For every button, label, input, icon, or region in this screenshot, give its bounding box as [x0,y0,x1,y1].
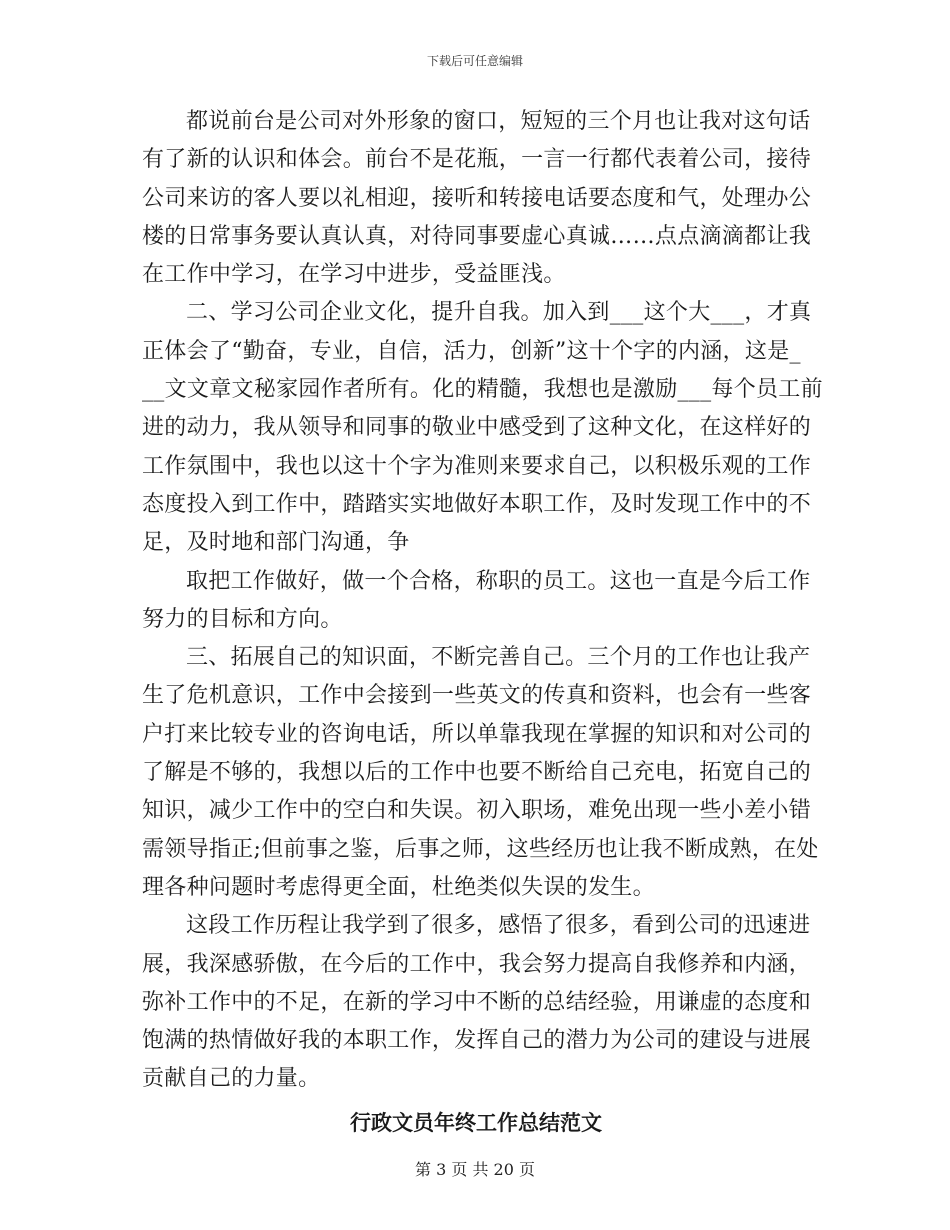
page-number: 第 3 页 共 20 页 [415,1160,535,1179]
text-line: 知识，减少工作中的空白和失误。初入职场，难免出现一些小差小错 [142,798,812,824]
text-line: 生了危机意识，工作中会接到一些英文的传真和资料，也会有一些客 [142,683,812,709]
paragraph-front-desk [142,103,810,294]
text-line: __文文章文秘家园作者所有。化的精髓，我想也是激励___每个员工前 [142,377,823,403]
text-line: 足，及时地和部门沟通，争 [142,530,410,556]
text-line: 有了新的认识和体会。前台不是花瓶，一言一行都代表着公司，接待 [142,147,812,173]
paragraph-knowledge [142,639,819,907]
text-line: 楼的日常事务要认真认真，对待同事要虚心真诚……点点滴滴都让我 [142,223,812,249]
text-line: 进的动力，我从领导和同事的敬业中感受到了这种文化，在这样好的 [142,415,812,441]
text-line: 工作氛围中，我也以这十个字为准则来要求自己，以积极乐观的工作 [142,453,812,479]
text-line: 贡献自己的力量。 [142,1066,321,1092]
paragraph-goal [142,563,810,640]
text-line: 这段工作历程让我学到了很多，感悟了很多，看到公司的迅速进 [186,913,811,939]
paragraph-conclusion [142,907,810,1098]
text-line: 态度投入到工作中，踏踏实实地做好本职工作，及时发现工作中的不 [142,491,812,517]
text-line: 了解是不够的，我想以后的工作中也要不断给自己充电，拓宽自己的 [142,760,812,786]
text-line: 正体会了“勤奋，专业，自信，活力，创新”这十个字的内涵，这是_ [142,338,801,364]
text-line: 饱满的热情做好我的本职工作，发挥自己的潜力为公司的建设与进展 [142,1028,812,1054]
section-title: 行政文员年终工作总结范文 [350,1110,602,1135]
text-line: 取把工作做好，做一个合格，称职的员工。这也一直是今后工作 [186,568,811,594]
text-line: 三、拓展自己的知识面，不断完善自己。三个月的工作也让我产 [186,645,811,671]
text-line: 弥补工作中的不足，在新的学习中不断的总结经验，用谦虚的态度和 [142,989,812,1015]
text-line: 理各种问题时考虑得更全面，杜绝类似失误的发生。 [142,874,655,900]
text-line: 展，我深感骄傲，在今后的工作中，我会努力提高自我修养和内涵， [142,951,812,977]
page-header: 下载后可任意编辑 [426,54,523,68]
text-line: 户打来比较专业的咨询电话，所以单靠我现在掌握的知识和对公司的 [142,721,812,747]
text-line: 努力的目标和方向。 [142,606,343,632]
text-line: 二、学习公司企业文化，提升自我。加入到___这个大___，才真 [186,300,812,326]
paragraph-corporate-culture [142,294,823,562]
text-line: 都说前台是公司对外形象的窗口，短短的三个月也让我对这句话 [186,109,811,134]
text-line: 在工作中学习，在学习中进步，受益匪浅。 [142,262,566,288]
text-line: 公司来访的客人要以礼相迎，接听和转接电话要态度和气，处理办公 [142,185,812,211]
document-body [142,103,823,1142]
text-line: 需领导指正;但前事之鉴，后事之师，这些经历也让我不断成熟，在处 [142,836,819,862]
